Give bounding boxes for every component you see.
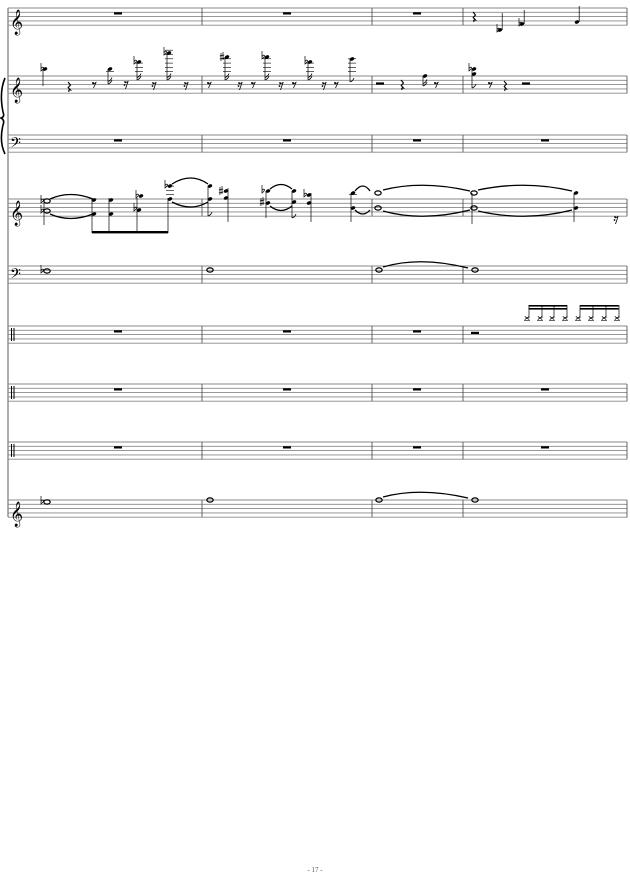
page-number: - 17 - (307, 866, 323, 874)
treble-clef-icon: 𝄞 (10, 10, 24, 36)
staff-8-perc (8, 442, 627, 459)
treble-clef-icon: 𝄞 (10, 78, 24, 104)
staff-5 (8, 266, 627, 286)
staff-6-perc (8, 326, 627, 343)
staff-2-piano-rh (8, 76, 627, 103)
staff-1 (8, 8, 627, 35)
staff-4 (8, 199, 627, 226)
bass-clef-icon: 𝄢 (10, 266, 21, 287)
percussion-clef-icon (11, 444, 12, 457)
staves (8, 8, 627, 527)
staff-7-perc (8, 384, 627, 401)
staff-9 (8, 500, 627, 527)
treble-clef-icon: 𝄞 (10, 201, 24, 227)
staff-3-piano-lh (8, 135, 627, 155)
piano-brace (1, 78, 5, 154)
bass-clef-icon: 𝄢 (10, 135, 21, 156)
treble-clef-icon: 𝄞 (10, 502, 24, 528)
percussion-clef-icon (11, 386, 12, 399)
percussion-clef-icon (11, 328, 12, 341)
